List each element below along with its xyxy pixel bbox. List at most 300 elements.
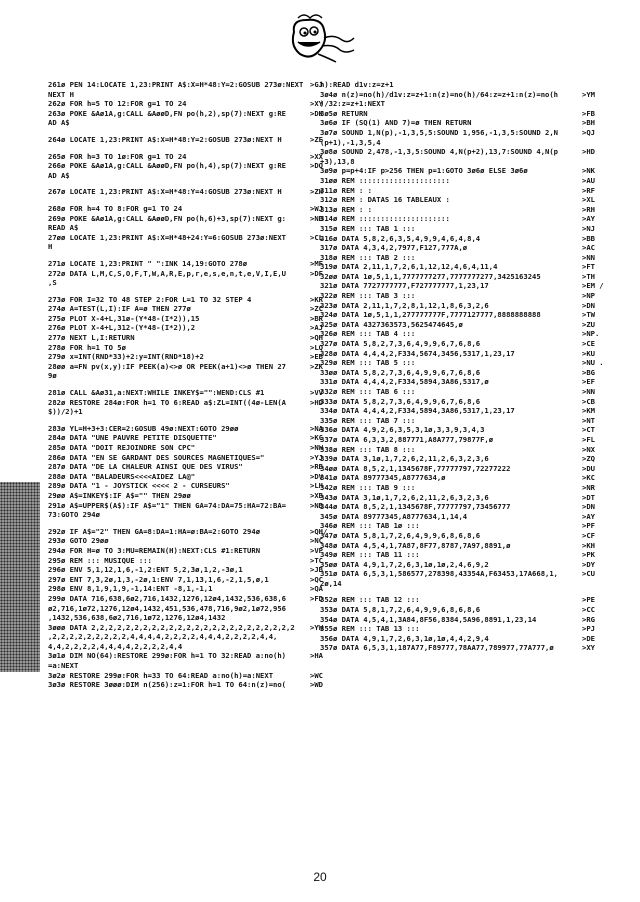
checksum: >DE: [582, 633, 595, 643]
code-line: [48, 680, 332, 690]
checksum: >EB: [310, 352, 323, 362]
code-text: 332ø REM ::: TAB 6 :::: [320, 387, 416, 396]
checksum: >DN: [582, 502, 595, 512]
code-line: [320, 531, 604, 541]
code-line: [48, 398, 332, 408]
code-line: [320, 262, 604, 272]
code-text: 272ø DATA L,M,C,S,O,F,T,W,A,R,E,p,r,e,s,e,n,t,e,V,I,E,U: [48, 268, 286, 278]
code-text: 339ø DATA 3,1ø,1,7,2,6,2,11,2,6,3,2,3,6: [320, 454, 489, 464]
code-text: 342ø REM ::: TAB 9 :::: [320, 482, 416, 492]
code-text: 277ø NEXT L,I:RETURN: [48, 333, 135, 343]
code-line: [48, 651, 332, 661]
code-text: 3øøø DATA 2,2,2,2,2,2,2,2,2,2,2,2,2,2,2,2,2,2,2,2,2,2,2,2: [48, 622, 295, 632]
code-text: 3ø1ø DIM NO(64):RESTORE 299ø:FOR h=1 TO 32:READ a:no(h): [48, 651, 286, 661]
code-text: ,S: [48, 278, 57, 288]
code-line: [48, 161, 332, 171]
checksum: >QA: [310, 584, 323, 594]
code-line: [320, 166, 604, 176]
code-line: [48, 453, 332, 463]
code-line: [320, 368, 604, 378]
code-line: [320, 464, 604, 474]
code-text: 323ø DATA 2,11,1,7,2,8,1,12,1,8,6,3,2,6: [320, 300, 489, 310]
code-line: [320, 234, 604, 244]
code-line: [320, 502, 604, 512]
checksum: >AY: [582, 511, 595, 521]
code-line: [48, 362, 332, 372]
checksum: >GJ: [310, 80, 323, 89]
code-text: 336ø DATA 4,9,2,6,3,5,3,1ø,3,3,9,3,4,3: [320, 425, 485, 435]
code-text: 27øø LOCATE 1,23:PRINT A$:X=H*48+24:Y=6:GOSUB 273ø:NEXT: [48, 232, 286, 242]
code-text: ,1432,536,638,6ø2,716,1ø72,1276,12ø4,1432: [48, 613, 226, 623]
code-line: [320, 176, 604, 186]
checksum: >ZH: [310, 187, 323, 197]
code-line: [48, 109, 332, 119]
checksum: >LQ: [310, 342, 323, 352]
code-text: 326ø REM ::: TAB 4 :::: [320, 329, 416, 339]
code-text: 263ø POKE &Aø1A,g:CALL &AøøD,FN po(h,2),sp(7):NEXT g:RE: [48, 108, 286, 118]
code-text: 32øø DATA 1ø,5,1,1,7777777277,7777777277,3425163245: [320, 271, 541, 281]
checksum: >NK: [582, 166, 595, 176]
code-text: 321ø DATA 7727777777,F727777777,1,23,17: [320, 281, 489, 291]
listing-column-left: [48, 80, 332, 690]
code-line: [320, 157, 604, 167]
checksum: >AC: [582, 243, 595, 253]
checksum: >VV: [310, 388, 323, 398]
code-line: [48, 613, 332, 623]
code-text: 261ø PEN 14:LOCATE 1,23:PRINT A$:X=H*48:Y=2:GOSUB 273ø:NEXT: [48, 80, 304, 89]
code-text: 357ø DATA 6,5,3,1,187A77,F89777,78AA77,789977,77A777,ø: [320, 643, 554, 653]
code-line: [48, 556, 332, 566]
code-line: [320, 90, 604, 100]
code-line: [48, 594, 332, 604]
code-text: 337ø DATA 6,3,3,2,887771,A8A777,79877F,ø: [320, 434, 494, 444]
checksum: >DV: [310, 471, 323, 481]
code-text: 354ø DATA 4,5,4,1,3A84,8F56,8384,5A96,8891,1,23,14: [320, 614, 537, 624]
code-line: [48, 233, 332, 243]
code-text: 29øø A$=INKEY$:IF A$="" THEN 29øø: [48, 490, 191, 500]
checksum: >CU: [582, 569, 595, 579]
checksum: >YW: [310, 622, 323, 632]
code-line: [320, 329, 604, 339]
code-line: [320, 358, 604, 368]
checksum: >NN: [582, 387, 595, 396]
code-text: 264ø LOCATE 1,23:PRINT A$:X=H*48:Y=2:GOSUB 273ø:NEXT H: [48, 134, 282, 144]
code-text: 316ø DATA 5,8,2,6,3,5,4,9,9,4,6,4,8,4: [320, 233, 481, 243]
checksum: >DU: [582, 463, 595, 473]
code-text: 3ø3ø RESTORE 3øøø:DIM n(256):z=1:FOR h=1 TO 64:n(z)=no(: [48, 680, 286, 690]
code-text: 287ø DATA "DE LA CHALEUR AINSI QUE DES VIRUS": [48, 462, 243, 472]
code-line: [320, 138, 604, 148]
checksum: >RG: [582, 614, 595, 624]
code-line: [320, 397, 604, 407]
code-text: 268ø FOR h=4 TO 8:FOR g=1 TO 24: [48, 203, 183, 213]
code-text: 282ø RESTORE 284ø:FOR h=1 TO 6:READ a$:ZL=INT((4ø-LEN(A: [48, 397, 286, 407]
code-line: [48, 242, 332, 252]
code-line: [48, 223, 332, 233]
code-text: 353ø DATA 5,8,1,7,2,6,4,9,9,6,8,6,8,6: [320, 605, 481, 615]
code-line: [320, 550, 604, 560]
code-text: 312ø REM : DATAS 16 TABLEAUX :: [320, 195, 450, 205]
code-text: 3ø4ø n(z)=no(h)/d1v:z=z+1:n(z)=no(h)/64:z=z+1:n(z)=no(h: [320, 89, 558, 99]
code-text: 328ø DATA 4,4,4,2,F334,5674,3456,5317,1,23,17: [320, 348, 515, 358]
code-text: H: [48, 242, 53, 252]
cartoon-mascot-logo: [276, 12, 356, 70]
code-text: 286ø DATA "EN SE GARDANT DES SOURCES MAGNETIQUES=": [48, 452, 265, 462]
checksum: >NX: [582, 444, 595, 454]
code-line: [48, 433, 332, 443]
code-line: [48, 632, 332, 642]
checksum: >WC: [310, 670, 323, 680]
checksum: [582, 138, 604, 148]
code-line: [320, 595, 604, 605]
code-line: [320, 454, 604, 464]
code-line: [48, 491, 332, 501]
code-text: 3ø6ø IF (SQ(1) AND 7)=ø THEN RETURN: [320, 118, 472, 128]
checksum: >ZE: [310, 134, 323, 144]
page-number: 20: [313, 870, 327, 884]
code-text: 335ø REM ::: TAB 7 :::: [320, 415, 416, 425]
checksum: >NN: [582, 252, 595, 262]
checksum: >NR: [582, 482, 595, 492]
code-text: 355ø REM ::: TAB 13 :::: [320, 624, 420, 634]
code-text: 3ø8ø SOUND 2,478,-1,3,5:SOUND 4,N(p+2),13,7:SOUND 4,N(p: [320, 147, 558, 157]
listing-column-right: [320, 80, 604, 653]
code-text: 289ø DATA "1 - JOYSTICK <<<< 2 - CURSEURS": [48, 481, 230, 491]
code-line: [48, 278, 332, 288]
checksum: >KC: [310, 433, 323, 443]
checksum: >QH/: [310, 526, 328, 536]
code-text: 3ø9ø p=p+4:IF p>256 THEN p=1:GOTO 3ø6ø ELSE 3ø6ø: [320, 166, 528, 176]
code-line: [320, 109, 604, 119]
code-text: ,2,2,2,2,2,2,2,2,2,4,4,4,4,2,2,2,2,4,4,4,2,2,2,2,4,4,: [48, 632, 278, 642]
code-text: 3ø7ø SOUND 1,N(p),-1,3,5,5:SOUND 1,956,-1,3,5:SOUND 2,N: [320, 127, 558, 137]
checksum: >WJ: [310, 203, 323, 213]
code-text: 352ø REM ::: TAB 12 :::: [320, 595, 420, 605]
code-line: [320, 310, 604, 320]
code-line: [320, 416, 604, 426]
code-text: 31øø REM :::::::::::::::::::::: [320, 175, 450, 185]
code-line: [320, 605, 604, 615]
checksum: >XX: [310, 151, 323, 161]
code-text: 28øø a=FN pv(x,y):IF PEEK(a)<>ø OR PEEK(a+1)<>ø THEN 27: [48, 361, 286, 371]
checksum: >CC: [582, 605, 595, 615]
code-text: 291ø A$=UPPER$(A$):IF A$="1" THEN GA=74:DA=75:HA=72:BA=: [48, 500, 286, 510]
checksum: >DQ: [310, 161, 323, 171]
code-text: 275ø PLOT X-4+L,31ø-(Y*48-(I*2)),15: [48, 313, 200, 323]
checksum: >EM /: [582, 281, 604, 291]
code-text: 325ø DATA 4327363573,5625474645,ø: [320, 319, 463, 329]
code-text: 314ø REM :::::::::::::::::::::: [320, 214, 450, 224]
halftone-margin-stripe: [0, 482, 40, 672]
code-line: [48, 575, 332, 585]
code-line: [48, 671, 332, 681]
code-text: 322ø REM ::: TAB 3 :::: [320, 291, 416, 301]
code-line: [320, 186, 604, 196]
checksum: >AJ: [310, 323, 323, 333]
checksum: >QC: [310, 574, 323, 584]
checksum: >LH: [310, 481, 323, 491]
code-line: [320, 128, 604, 138]
code-text: 297ø ENT 7,3,2ø,1,3,-2ø,1:ENV 7,1,13,1,6,-2,1,5,ø,1: [48, 574, 269, 584]
code-text: 271ø LOCATE 1,23:PRINT " ":INK 14,19:GOTO 278ø: [48, 258, 248, 268]
checksum: >TC: [310, 555, 323, 565]
checksum: >FB: [582, 108, 595, 118]
code-text: 265ø FOR h=3 TO 1ø:FOR g=1 TO 24: [48, 151, 187, 161]
code-text: 347ø DATA 5,8,1,7,2,6,4,9,9,6,8,6,8,6: [320, 530, 481, 540]
code-line: [48, 314, 332, 324]
code-text: 295ø REM ::: MUSIQUE :::: [48, 555, 152, 565]
code-line: [320, 224, 604, 234]
code-text: 273ø FOR I=32 TO 48 STEP 2:FOR L=1 TO 32 STEP 4: [48, 294, 252, 304]
code-line: [48, 642, 332, 652]
code-text: 338ø REM ::: TAB 8 :::: [320, 444, 416, 454]
code-line: [320, 387, 604, 397]
code-line: [48, 527, 332, 537]
checksum: >BH: [582, 118, 595, 128]
code-line: [48, 546, 332, 556]
checksum: >BG: [582, 367, 595, 377]
code-text: 34øø DATA 8,5,2,1,1345678F,77777797,72277222: [320, 463, 511, 473]
code-text: 331ø DATA 4,4,4,2,F334,5894,3A86,5317,ø: [320, 377, 489, 387]
checksum: >XY: [310, 99, 323, 109]
checksum: >ZU: [582, 319, 595, 329]
code-line: [48, 269, 332, 279]
code-text: 33øø DATA 5,8,2,7,3,6,4,9,9,6,7,6,8,6: [320, 367, 481, 377]
code-line: [48, 343, 332, 353]
code-line: [320, 80, 604, 90]
code-text: 2ø,14: [320, 578, 342, 588]
code-text: 348ø DATA 4,5,4,1,7A87,8F77,8787,7A97,8891,ø: [320, 540, 511, 550]
code-line: [320, 560, 604, 570]
code-text: 313ø REM : :: [320, 204, 372, 214]
code-text: 283ø YL=H+3+3:CER=2:GOSUB 49ø:NEXT:GOTO 29øø: [48, 423, 239, 433]
code-text: 324ø DATA 1ø,5,1,1,277777777F,7777127777,8888888888: [320, 310, 541, 320]
code-text: )/32:z=z+1:NEXT: [320, 99, 385, 109]
code-text: 269ø POKE &Aø1A,g:CALL &AøøD,FN po(h,6)+3,sp(7):NEXT g:: [48, 213, 286, 223]
code-text: 349ø REM ::: TAB 11 :::: [320, 550, 420, 560]
code-line: [320, 281, 604, 291]
checksum: >QH: [310, 333, 323, 343]
checksum: >CF: [582, 530, 595, 540]
code-line: [320, 253, 604, 263]
code-line: [48, 565, 332, 575]
code-line: [320, 214, 604, 224]
checksum: >NW: [310, 443, 323, 452]
code-text: h):READ d1v:z=z+1: [320, 80, 394, 89]
checksum: >FD: [310, 593, 323, 603]
checksum: >NU .: [582, 358, 604, 368]
code-line: [48, 259, 332, 269]
checksum: >MF: [310, 258, 323, 268]
code-line: [320, 406, 604, 416]
code-line: [48, 214, 332, 224]
code-text: 296ø ENV 5,1,12,1,6,-1,2:ENT 5,2,3ø,1,2,-3ø,1: [48, 565, 243, 575]
checksum: >CE: [582, 339, 595, 349]
checksum: >TW: [582, 310, 595, 320]
code-text: 294ø FOR H=ø TO 3:MU=REMAIN(H):NEXT:CLS #1:RETURN: [48, 545, 261, 555]
code-text: $))/2)+1: [48, 407, 83, 417]
checksum: >RH: [582, 204, 595, 214]
code-line: [320, 615, 604, 625]
code-line: [48, 204, 332, 214]
checksum: >XY: [582, 643, 595, 653]
code-text: 346ø REM ::: TAB 1ø :::: [320, 521, 420, 531]
code-text: READ A$: [48, 223, 79, 233]
code-line: [320, 634, 604, 644]
code-text: 351ø DATA 6,5,3,1,586577,278398,43354A,F63453,17A668,1,: [320, 569, 558, 579]
code-text: 334ø DATA 4,4,4,2,F334,5894,3A86,5317,1,23,17: [320, 406, 515, 416]
code-text: 311ø REM : :: [320, 185, 372, 195]
checksum: >HD: [310, 397, 323, 407]
code-line: [320, 521, 604, 531]
code-line: [320, 243, 604, 253]
code-text: 333ø DATA 5,8,2,7,3,6,4,9,9,6,7,6,8,6: [320, 396, 481, 406]
code-text: 279ø x=INT(RND*33)+2:y=INT(RND*18)+2: [48, 352, 204, 362]
code-text: =a:NEXT: [48, 661, 79, 671]
checksum: >ZC: [310, 304, 323, 314]
checksum: >DT: [582, 492, 595, 502]
code-text: 284ø DATA "UNE PAUVRE PETITE DISQUETTE": [48, 433, 217, 443]
checksum: >QJ: [582, 127, 595, 137]
checksum: >PJ: [582, 624, 595, 634]
checksum: [582, 80, 604, 90]
checksum: >FT: [582, 262, 595, 272]
code-line: [320, 377, 604, 387]
code-line: [320, 624, 604, 634]
code-text: 327ø DATA 5,8,2,7,3,6,4,9,9,6,7,6,8,6: [320, 339, 481, 349]
code-text: 3ø2ø RESTORE 299ø:FOR h=33 TO 64:READ a:no(h)=a:NEXT: [48, 670, 274, 680]
code-line: [320, 569, 604, 579]
code-text: 319ø DATA 2,11,1,7,2,6,1,12,12,4,6,4,11,4: [320, 262, 498, 272]
code-line: [48, 481, 332, 491]
checksum: >NA: [310, 423, 323, 433]
checksum: >XL: [582, 195, 595, 205]
code-line: [48, 99, 332, 109]
checksum: >BB: [582, 233, 595, 243]
code-text: 299ø DATA 716,638,6ø2,716,1432,1276,12ø4,1432,536,638,6: [48, 593, 286, 603]
code-text: 274ø A=TEST(L,I):IF A=ø THEN 277ø: [48, 304, 191, 314]
code-line: [48, 388, 332, 398]
checksum: >DK: [310, 108, 323, 118]
code-text: 276ø PLOT X-4+L,312-(Y*48-(I*2)),2: [48, 323, 196, 333]
code-text: (p+1),-1,3,5,4: [320, 137, 381, 147]
checksum: >TH: [582, 271, 595, 281]
code-line: [320, 643, 604, 653]
code-line: [48, 323, 332, 333]
code-text: 317ø DATA 4,3,4,2,7977,F127,777A,ø: [320, 243, 468, 253]
checksum: >PE: [582, 595, 595, 605]
checksum: >HD: [582, 147, 595, 157]
code-line: [320, 349, 604, 359]
code-line: [48, 187, 332, 197]
checksum: >NP: [582, 291, 595, 301]
code-line: [320, 99, 604, 109]
code-line: [48, 661, 332, 671]
checksum: >CT: [582, 425, 595, 435]
code-text: AD A$: [48, 170, 70, 180]
code-text: 3ø5ø RETURN: [320, 108, 368, 118]
code-text: 288ø DATA "BALADEURS<<<<AIDEZ LA@": [48, 471, 196, 481]
code-text: 292ø IF A$="2" THEN GA=8:DA=1:HA=ø:BA=2:GOTO 294ø: [48, 526, 261, 536]
checksum: >ZQ: [582, 454, 595, 464]
code-line: [320, 579, 604, 589]
code-line: [48, 90, 332, 100]
code-line: [320, 272, 604, 282]
code-text: ø2,716,1ø72,1276,12ø4,1432,451,536,478,716,9ø2,1ø72,956: [48, 603, 286, 613]
checksum: >PF: [582, 521, 595, 531]
code-text: 9ø: [48, 371, 57, 381]
code-text: 345ø DATA 89777345,A8777634,1,14,4: [320, 511, 468, 521]
code-line: [320, 320, 604, 330]
code-text: 266ø POKE &Aø1A,g:CALL &AøøD,FN po(h,4),sp(7):NEXT g:RE: [48, 161, 286, 171]
checksum: >ZK: [310, 361, 323, 371]
code-line: [48, 623, 332, 633]
code-text: 73:GOTO 294ø: [48, 510, 100, 520]
code-line: [48, 472, 332, 482]
code-text: 329ø REM ::: TAB 5 :::: [320, 358, 416, 368]
checksum: >BR: [310, 313, 323, 323]
code-line: [320, 493, 604, 503]
code-line: [320, 195, 604, 205]
code-line: [320, 301, 604, 311]
code-text: 315ø REM ::: TAB 1 :::: [320, 223, 416, 233]
code-line: [48, 171, 332, 181]
code-line: [48, 584, 332, 594]
checksum: >EF: [582, 377, 595, 387]
checksum: >CB: [582, 396, 595, 406]
code-text: 35øø DATA 4,9,1,7,2,6,3,1ø,1ø,2,4,6,9,2: [320, 559, 489, 569]
checksum: >XB: [310, 490, 323, 500]
code-text: 341ø DATA 89777345,A8777634,ø: [320, 473, 446, 483]
code-line: [320, 291, 604, 301]
code-line: [320, 339, 604, 349]
code-line: [48, 304, 332, 314]
checksum: >CL: [310, 232, 323, 242]
code-line: [48, 118, 332, 128]
code-line: [48, 135, 332, 145]
code-line: [48, 443, 332, 453]
code-text: 298ø ENV 8,1,9,1,9,-1,14:ENT -8,1,-1,1: [48, 584, 213, 594]
code-text: 281ø CALL &Aø31,a:NEXT:WHILE INKEY$="":WEND:CLS #1: [48, 388, 265, 398]
code-line: [48, 424, 332, 434]
checksum: [582, 99, 604, 109]
code-line: [48, 604, 332, 614]
code-line: [48, 462, 332, 472]
checksum: >AU: [582, 175, 595, 185]
checksum: >YJ: [310, 452, 323, 462]
code-text: 318ø REM ::: TAB 2 :::: [320, 252, 416, 262]
code-line: [320, 445, 604, 455]
code-line: [320, 541, 604, 551]
code-text: NEXT H: [48, 89, 74, 99]
checksum: >JB: [310, 565, 323, 575]
code-text: 293ø GOTO 29øø: [48, 536, 109, 546]
code-line: [320, 425, 604, 435]
code-line: [48, 536, 332, 546]
checksum: >YM: [582, 89, 595, 99]
checksum: >KH: [582, 540, 595, 550]
checksum: >KR: [310, 294, 323, 304]
code-text: +3),13,8: [320, 156, 355, 166]
checksum: >NT: [582, 415, 595, 425]
code-text: 278ø FOR h=1 TO 5ø: [48, 342, 126, 352]
code-line: [48, 510, 332, 520]
checksum: >HA: [310, 651, 323, 661]
code-line: [320, 483, 604, 493]
checksum: >KM: [582, 406, 595, 416]
checksum: [582, 579, 604, 589]
checksum: >PK: [582, 550, 595, 560]
